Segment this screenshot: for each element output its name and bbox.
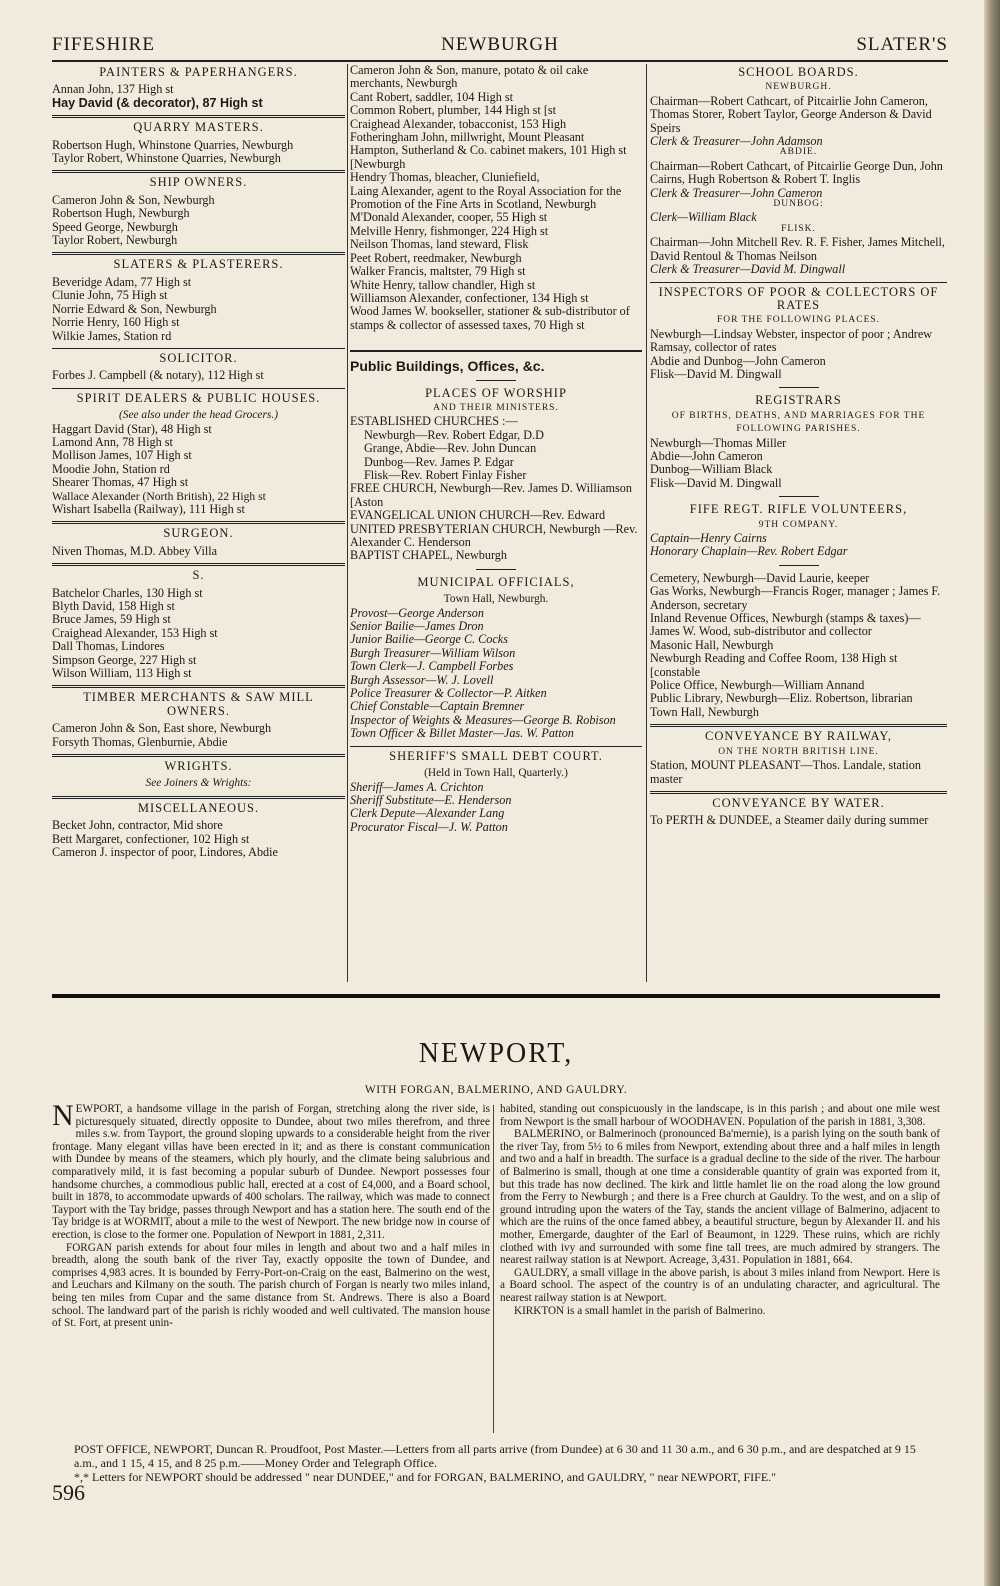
entry: Forsyth Thomas, Glenburnie, Abdie bbox=[52, 735, 228, 749]
section-subtitle: AND THEIR MINISTERS. bbox=[433, 402, 559, 413]
entry: Wilkie James, Station rd bbox=[52, 329, 172, 343]
page-number: 596 bbox=[52, 1480, 85, 1505]
entry: Junior Bailie—George C. Cocks bbox=[350, 633, 508, 647]
entry: Mollison James, 107 High st bbox=[52, 449, 192, 463]
section-title: PLACES OF WORSHIP bbox=[425, 385, 567, 400]
header-town: NEWBURGH bbox=[441, 34, 559, 55]
subsection-title: FLISK. bbox=[781, 223, 816, 234]
entry: Taylor Robert, Newburgh bbox=[52, 234, 178, 248]
column-divider bbox=[347, 64, 348, 982]
town-subtitle: WITH FORGAN, BALMERINO, AND GAULDRY. bbox=[364, 1084, 628, 1096]
entry: Dall Thomas, Lindores bbox=[52, 640, 165, 654]
header-county: FIFESHIRE bbox=[52, 34, 155, 55]
entry: Forbes J. Campbell (& notary), 112 High st bbox=[52, 369, 264, 383]
section-rule bbox=[350, 746, 642, 747]
section-rule bbox=[52, 348, 345, 349]
entry: Cameron John & Son, East shore, Newburgh bbox=[52, 722, 272, 736]
entry: Grange, Abdie—Rev. John Duncan bbox=[364, 442, 537, 456]
entry: Town Hall, Newburgh bbox=[650, 705, 759, 719]
section-rule bbox=[52, 685, 345, 688]
section-title: SPIRIT DEALERS & PUBLIC HOUSES. bbox=[76, 390, 321, 405]
entry: Abdie—John Cameron bbox=[650, 449, 763, 463]
entry: Honorary Chaplain—Rev. Robert Edgar bbox=[650, 545, 848, 559]
entry: Chief Constable—Captain Bremner bbox=[350, 700, 525, 714]
entry: Cant Robert, saddler, 104 High st bbox=[350, 90, 514, 104]
header-rule bbox=[52, 60, 948, 62]
section-rule bbox=[650, 724, 947, 727]
section-title: QUARRY MASTERS. bbox=[133, 120, 264, 135]
entry: Neilson Thomas, land steward, Flisk bbox=[350, 238, 529, 252]
entry: Public Library, Newburgh—Eliz. Robertson, librarian bbox=[650, 692, 913, 706]
paragraph: KIRKTON is a small hamlet in the parish of Balmerino. bbox=[514, 1304, 766, 1317]
column-right bbox=[650, 64, 947, 828]
entry: Clunie John, 75 High st bbox=[52, 289, 168, 303]
entry: Police Office, Newburgh—William Annand bbox=[650, 679, 865, 693]
section-subtitle: Town Hall, Newburgh. bbox=[443, 593, 549, 606]
entry: Beveridge Adam, 77 High st bbox=[52, 275, 192, 289]
short-rule bbox=[779, 496, 819, 497]
section-subtitle: (See also under the head Grocers.) bbox=[118, 409, 278, 422]
section-title: CONVEYANCE BY WATER. bbox=[712, 795, 885, 810]
section-title: SLATERS & PLASTERERS. bbox=[113, 257, 284, 272]
entry: EVANGELICAL UNION CHURCH—Rev. Edward bbox=[350, 509, 606, 523]
entry: Clerk—William Black bbox=[650, 211, 757, 225]
entry: Burgh Treasurer—William Wilson bbox=[350, 646, 516, 660]
drop-cap: N bbox=[52, 1099, 74, 1132]
entry: Flisk—David M. Dingwall bbox=[650, 367, 782, 381]
post-office-text: POST OFFICE, NEWPORT, Duncan R. Proudfoot, Post Master.—Letters from all parts arrive (from Dundee) at 6 30 and 11 30 a.m., and 6 30 p.m., and are despatched at 9 15 a.m., and 1 15, 4 15, and 8 25 p.m.——Money Order and Telegraph Office. bbox=[74, 1442, 916, 1470]
subsection-title: DUNBOG: bbox=[773, 199, 824, 210]
short-rule bbox=[779, 565, 819, 566]
section-title: REGISTRARS bbox=[755, 393, 842, 408]
section-title: TIMBER MERCHANTS & SAW MILL OWNERS. bbox=[83, 690, 314, 718]
column-middle bbox=[350, 64, 642, 834]
entry: Station, MOUNT PLEASANT—Thos. Landale, station master bbox=[650, 759, 921, 786]
entry: White Henry, tallow chandler, High st bbox=[350, 278, 536, 292]
section-title: MUNICIPAL OFFICIALS, bbox=[417, 574, 575, 589]
entry: Wallace Alexander (North British), 22 High st bbox=[52, 489, 266, 503]
short-rule bbox=[476, 569, 516, 570]
entry: Norrie Edward & Son, Newburgh bbox=[52, 302, 217, 316]
entry: Peet Robert, reedmaker, Newburgh bbox=[350, 251, 522, 265]
entry: Robertson Hugh, Newburgh bbox=[52, 207, 190, 221]
entry: Taylor Robert, Whinstone Quarries, Newburgh bbox=[52, 152, 281, 166]
entry: Melville Henry, fishmonger, 224 High st bbox=[350, 224, 549, 238]
entry: Cameron J. inspector of poor, Lindores, Abdie bbox=[52, 846, 278, 860]
paragraph-text: EWPORT, a handsome village in the parish of Forgan, stretching along the river side, is picturesquely situated, directly opposite to Dundee, about two miles therefrom, and three miles s.w. from Tayport, the ground sloping upwards to a considerable height from the river frontage. Many elegant villas have been erected in it; and as there is constant communication with Dundee by means of the steamers, which ply hourly, and the climate being salubrious and comparatively mild, it is fast becoming a popular suburb of Dundee. Newport possesses four handsome churches, a commodious public hall, erected at a cost of £4,000, and a Board school, built in 1878, to accommodate upwards of 400 scholars. The railway, which was made to connect Tayport with the Tay bridge, passes through Newport and has a station here. The south end of the Tay bridge is at WORMIT, about a mile to the west of Newport. The new bridge now in course of erection, is close to the former one. Population of Newport in 1881, 2,311. bbox=[52, 1103, 490, 1241]
entry: Newburgh—Rev. Robert Edgar, D.D bbox=[364, 428, 544, 442]
section-rule bbox=[52, 170, 345, 173]
section-title: SURGEON. bbox=[163, 526, 234, 541]
entry: Wood James W. bookseller, stationer & sub-distributor of stamps & collector of assessed taxes, 70 High st bbox=[350, 305, 630, 332]
entry: Robertson Hugh, Whinstone Quarries, Newburgh bbox=[52, 138, 294, 152]
section-subtitle: 9TH COMPANY. bbox=[758, 519, 839, 530]
entry: Annan John, 137 High st bbox=[52, 83, 174, 97]
entry: Bruce James, 59 High st bbox=[52, 613, 171, 627]
entry: Craighead Alexander, 153 High st bbox=[52, 626, 218, 640]
entry: Town Officer & Billet Master—Jas. W. Patton bbox=[350, 727, 574, 741]
entry: Cameron John & Son, manure, potato & oil cake merchants, Newburgh bbox=[350, 64, 589, 91]
entry: Clerk & Treasurer—David M. Dingwall bbox=[650, 263, 846, 277]
section-subtitle: OF BIRTHS, DEATHS, AND MARRIAGES FOR THE FOLLOWING PARISHES. bbox=[671, 410, 926, 435]
entry: BAPTIST CHAPEL, Newburgh bbox=[350, 549, 507, 563]
section-rule bbox=[52, 388, 345, 389]
short-rule bbox=[779, 387, 819, 388]
short-rule bbox=[476, 380, 516, 381]
entry: Inland Revenue Offices, Newburgh (stamps & taxes)—James W. Wood, sub-distributor and collector bbox=[650, 612, 921, 639]
entry: Fotheringham John, millwright, Mount Pleasant bbox=[350, 131, 585, 145]
section-subtitle: (Held in Town Hall, Quarterly.) bbox=[424, 767, 568, 780]
entry: Abdie and Dunbog—John Cameron bbox=[650, 354, 826, 368]
entry: Provost—George Anderson bbox=[350, 606, 484, 620]
entry: Becket John, contractor, Mid shore bbox=[52, 819, 223, 833]
entry: Procurator Fiscal—J. W. Patton bbox=[350, 820, 508, 834]
entry: M'Donald Alexander, cooper, 55 High st bbox=[350, 211, 548, 225]
subsection-title: ABDIE. bbox=[779, 147, 818, 158]
entry: Walker Francis, maltster, 79 High st bbox=[350, 265, 526, 279]
entry: Senior Bailie—James Dron bbox=[350, 620, 484, 634]
section-title: PAINTERS & PAPERHANGERS. bbox=[99, 65, 298, 79]
entry: Flisk—David M. Dingwall bbox=[650, 476, 782, 490]
section-rule bbox=[52, 563, 345, 566]
entry-highlight: Hay David (& decorator), 87 High st bbox=[52, 96, 263, 110]
section-title: INSPECTORS OF POOR & COLLECTORS OF RATES bbox=[658, 284, 939, 312]
section-title: S. bbox=[192, 568, 205, 583]
entry: To PERTH & DUNDEE, a Steamer daily during summer bbox=[650, 814, 929, 828]
entry: Haggart David (Star), 48 High st bbox=[52, 422, 212, 436]
entry: Craighead Alexander, tobacconist, 153 High bbox=[350, 117, 567, 131]
section-title: CONVEYANCE BY RAILWAY, bbox=[705, 729, 892, 744]
entry: Moodie John, Station rd bbox=[52, 462, 170, 476]
entry: UNITED PRESBYTERIAN CHURCH, Newburgh —Rev. Alexander C. Henderson bbox=[350, 522, 638, 549]
entry: Common Robert, plumber, 144 High st [st bbox=[350, 104, 557, 118]
section-rule bbox=[52, 252, 345, 255]
entry: ESTABLISHED CHURCHES :— bbox=[350, 415, 518, 429]
entry: Captain—Henry Cairns bbox=[650, 532, 767, 545]
entry: Cemetery, Newburgh—David Laurie, keeper bbox=[650, 571, 870, 585]
entry: Chairman—John Mitchell Rev. R. F. Fisher, James Mitchell, David Rentoul & Thomas Neilson bbox=[650, 236, 945, 263]
section-rule bbox=[52, 796, 345, 799]
entry: Williamson Alexander, confectioner, 134 High st bbox=[350, 291, 589, 305]
entry: FREE CHURCH, Newburgh—Rev. James D. Williamson [Aston bbox=[350, 482, 632, 509]
entry: Hampton, Sutherland & Co. cabinet makers, 101 High st [Newburgh bbox=[350, 144, 627, 171]
paragraph: FORGAN parish extends for about four miles in length and about two and a half miles in breadth, along the south bank of the river Tay, exactly opposite the town of Dundee, and comprises 4,983 acres. It is bounded by Ferry-Port-on-Craig on the east, Balmerino on the west, and Leuchars and Kilmany on the south. The parish church of Forgan is nearly two miles inland, being ten miles from Cupar and the same distance from St. Andrews. There is also a Board school. The landward part of the parish is richly wooded and well cultivated. The mansion house of St. Fort, at present unin- bbox=[52, 1241, 490, 1330]
running-header bbox=[52, 34, 948, 58]
column-divider bbox=[646, 64, 647, 982]
entry: Sheriff Substitute—E. Henderson bbox=[350, 793, 512, 807]
section-title: SOLICITOR. bbox=[159, 350, 238, 365]
section-rule bbox=[52, 521, 345, 524]
entry: Clerk & Treasurer—John Adamson bbox=[650, 135, 823, 149]
public-buildings-title: Public Buildings, Offices, &c. bbox=[350, 358, 545, 375]
section-title: SCHOOL BOARDS. bbox=[738, 65, 859, 79]
section-rule bbox=[650, 791, 947, 794]
paragraph: BALMERINO, or Balmerinoch (pronounced Ba'mernie), is a parish lying on the south bank of the river Tay, from 5½ to 6 miles from Newport, extending about three and a half miles in length and two and a half in breadth. The surface is a gradual decline to the side of the river. The harbour of Balmerino is small, though at one time a considerable quantity of grain was exported from it, but this trade has now declined. The kirk and little hamlet lie on the road along the low ground from the Ferry to Newburgh ; and there is a Free church at Gauldry. To the west, and on a slip of ground intruding upon the waters of the Tay, stands the ancient village of Balmerino, adjacent to which are the ruins of the once famed abbey, a beautiful structure, begun by Alexander II. and his mother, Emergarde, daughter of the Earl of Beaumont, in 1229. These ruins, which are richly clothed with ivy and surrounded with some fine tall trees, are much admired by strangers. The nearest railway station is at Newport. Acreage, 3,431. Population in 1881, 664. bbox=[500, 1128, 940, 1267]
section-divider bbox=[52, 994, 940, 998]
section-title: SHERIFF'S SMALL DEBT COURT. bbox=[389, 748, 603, 763]
post-office-notice bbox=[52, 1442, 942, 1484]
column-left bbox=[52, 64, 345, 860]
entry: Town Clerk—J. Campbell Forbes bbox=[350, 660, 514, 674]
paragraph: GAULDRY, a small village in the above parish, is about 3 miles inland from Newport. Here is a Board school. The aspect of the country is of an undulating character, and agricultural. The nearest railway station is at Newport. bbox=[500, 1266, 940, 1304]
subsection-title: NEWBURGH. bbox=[765, 82, 832, 93]
entry: Lamond Ann, 78 High st bbox=[52, 435, 173, 449]
entry: Clerk & Treasurer—John Cameron bbox=[650, 186, 823, 200]
entry: Dunbog—Rev. James P. Edgar bbox=[364, 455, 514, 469]
section-rule bbox=[350, 350, 642, 352]
section-title: SHIP OWNERS. bbox=[149, 175, 248, 190]
entry: Bett Margaret, confectioner, 102 High st bbox=[52, 832, 250, 846]
entry: Simpson George, 227 High st bbox=[52, 653, 197, 667]
entry: Batchelor Charles, 130 High st bbox=[52, 586, 203, 600]
book-gutter-edge bbox=[984, 0, 1000, 1586]
section-rule bbox=[52, 115, 345, 118]
entry: Niven Thomas, M.D. Abbey Villa bbox=[52, 544, 218, 558]
entry: Blyth David, 158 High st bbox=[52, 600, 175, 613]
section-title: MISCELLANEOUS. bbox=[137, 800, 260, 815]
entry: Laing Alexander, agent to the Royal Association for the Promotion of the Fine Arts in Scotland, Newburgh bbox=[350, 184, 622, 212]
entry: Police Treasurer & Collector—P. Aitken bbox=[350, 687, 547, 701]
description-column-left bbox=[52, 1099, 490, 1330]
entry: Flisk—Rev. Robert Finlay Fisher bbox=[364, 468, 527, 482]
entry: Inspector of Weights & Measures—George B. Robison bbox=[350, 713, 616, 727]
section-subtitle: FOR THE FOLLOWING PLACES. bbox=[716, 315, 881, 326]
entry: Clerk Depute—Alexander Lang bbox=[350, 807, 505, 821]
entry: Wishart Isabella (Railway), 111 High st bbox=[52, 502, 245, 516]
entry: Gas Works, Newburgh—Francis Roger, manager ; James F. Anderson, secretary bbox=[650, 585, 941, 612]
section-subtitle: See Joiners & Wrights: bbox=[145, 777, 252, 790]
entry: Cameron John & Son, Newburgh bbox=[52, 193, 215, 207]
section-subtitle: ON THE NORTH BRITISH LINE. bbox=[718, 746, 879, 757]
column-divider bbox=[493, 1105, 494, 1433]
description-column-right bbox=[500, 1103, 940, 1317]
paragraph bbox=[52, 1099, 490, 1242]
entry: Newburgh—Lindsay Webster, inspector of poor ; Andrew Ramsay, collector of rates bbox=[650, 327, 933, 355]
entry: Speed George, Newburgh bbox=[52, 220, 178, 234]
address-note: *,* Letters for NEWPORT should be addressed " near DUNDEE," and for FORGAN, BALMERINO, and GAULDRY, " near NEWPORT, FIFE." bbox=[74, 1470, 777, 1484]
entry: Masonic Hall, Newburgh bbox=[650, 638, 774, 652]
entry: Sheriff—James A. Crichton bbox=[350, 780, 484, 794]
entry: Shearer Thomas, 47 High st bbox=[52, 476, 189, 490]
entry: Norrie Henry, 160 High st bbox=[52, 316, 180, 330]
entry: Burgh Assessor—W. J. Lovell bbox=[350, 673, 494, 687]
header-publisher: SLATER'S bbox=[856, 34, 948, 55]
entry: Dunbog—William Black bbox=[650, 463, 773, 477]
entry: Hendry Thomas, bleacher, Cluniefield, bbox=[350, 171, 540, 185]
paragraph: habited, standing out conspicuously in the landscape, is in this parish ; and about one mile west from Newport is the small harbour of WOODHAVEN. Population of the parish in 1881, 3,308. bbox=[500, 1103, 940, 1128]
entry: Newburgh Reading and Coffee Room, 138 High st [constable bbox=[650, 652, 898, 679]
entry: Chairman—Robert Cathcart, of Pitcairlie John Cameron, Thomas Storer, Robert Taylor, George Anderson & David Speirs bbox=[650, 94, 932, 135]
section-title: FIFE REGT. RIFLE VOLUNTEERS, bbox=[689, 502, 908, 517]
section-rule bbox=[52, 754, 345, 757]
section-rule bbox=[650, 282, 947, 283]
section-title: WRIGHTS. bbox=[164, 759, 233, 774]
entry: Chairman—Robert Cathcart, of Pitcairlie George Dun, John Cairns, Hugh Robertson & Robert T. Inglis bbox=[650, 159, 943, 187]
entry: Wilson William, 113 High st bbox=[52, 667, 192, 681]
entry: Newburgh—Thomas Miller bbox=[650, 436, 787, 450]
town-title: NEWPORT, bbox=[418, 1038, 574, 1069]
